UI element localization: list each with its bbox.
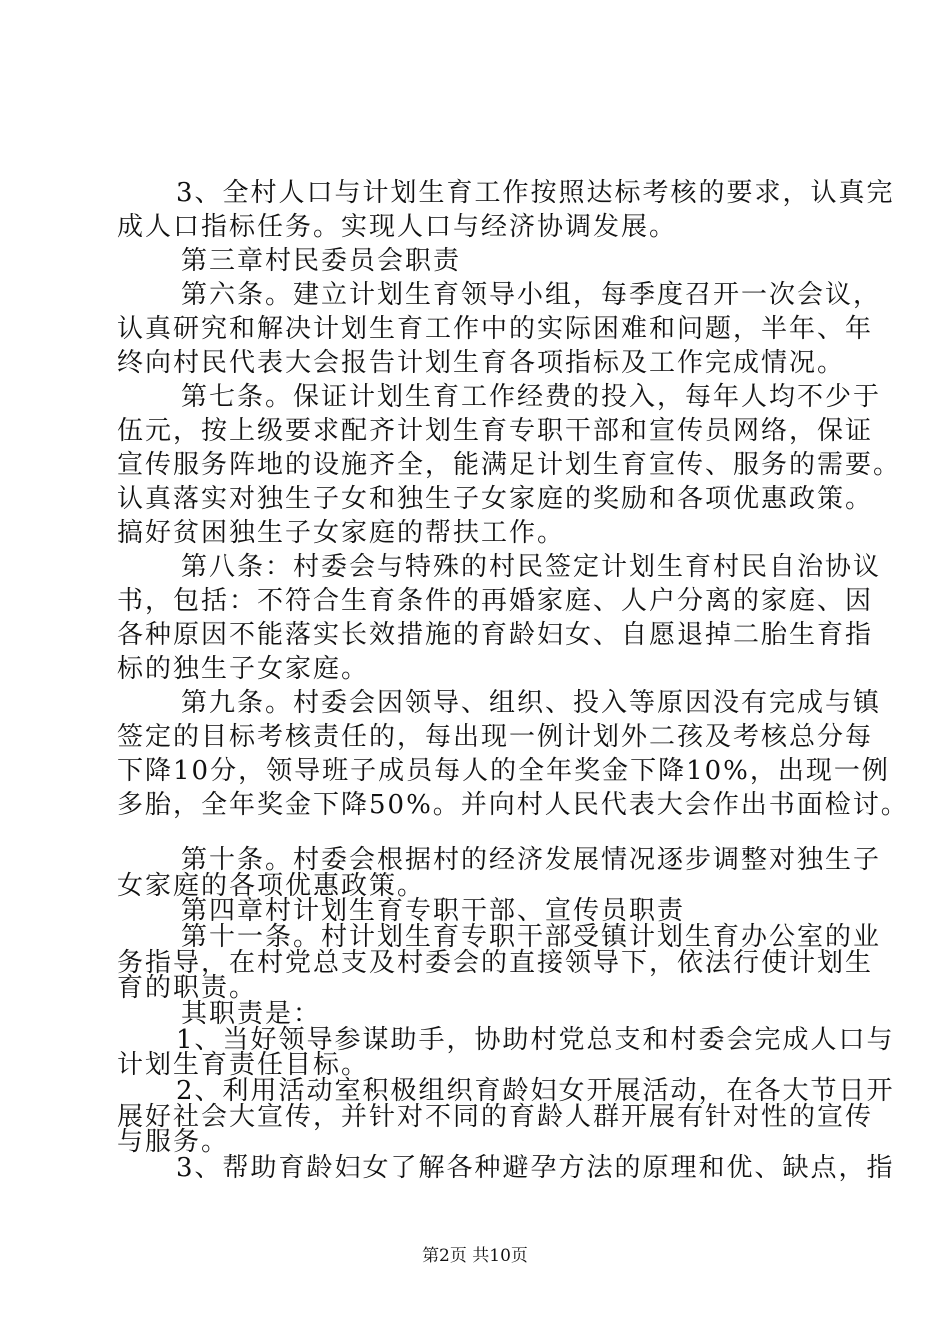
text-line: 签定的目标考核责任的，每出现一例计划外二孩及考核总分每 bbox=[117, 722, 874, 752]
text-line: 3、全村人口与计划生育工作按照达标考核的要求，认真完 bbox=[176, 178, 895, 208]
text-line: 终向村民代表大会报告计划生育各项指标及工作完成情况。 bbox=[117, 348, 846, 378]
section-heading: 第三章村民委员会职责 bbox=[181, 246, 462, 276]
text-line: 计划生育责任目标。 bbox=[117, 1050, 370, 1080]
text-line: 与服务。 bbox=[117, 1127, 230, 1157]
text-line: 1、当好领导参谋助手，协助村党总支和村委会完成人口与 bbox=[176, 1025, 895, 1055]
text-line: 第六条。建立计划生育领导小组，每季度召开一次会议， bbox=[181, 280, 882, 310]
text-line: 展好社会大宣传，并针对不同的育龄人群开展有针对性的宣传 bbox=[117, 1102, 874, 1132]
section-heading: 第四章村计划生育专职干部、宣传员职责 bbox=[181, 896, 686, 926]
text-line: 育的职责。 bbox=[117, 973, 258, 1003]
text-line: 认真落实对独生子女和独生子女家庭的奖励和各项优惠政策。 bbox=[117, 484, 874, 514]
text-line: 标的独生子女家庭。 bbox=[117, 654, 370, 684]
text-line: 第十条。村委会根据村的经济发展情况逐步调整对独生子 bbox=[181, 845, 882, 875]
text-line: 伍元，按上级要求配齐计划生育专职干部和宣传员网络，保证 bbox=[117, 416, 874, 446]
text-line: 3、帮助育龄妇女了解各种避孕方法的原理和优、缺点，指 bbox=[176, 1153, 895, 1183]
text-line: 搞好贫困独生子女家庭的帮扶工作。 bbox=[117, 518, 566, 548]
text-line: 第九条。村委会因领导、组织、投入等原因没有完成与镇 bbox=[181, 688, 882, 718]
text-line: 各种原因不能落实长效措施的育龄妇女、自愿退掉二胎生育指 bbox=[117, 620, 874, 650]
text-line: 女家庭的各项优惠政策。 bbox=[117, 871, 426, 901]
text-line: 成人口指标任务。实现人口与经济协调发展。 bbox=[117, 212, 678, 242]
text-line: 第十一条。村计划生育专职干部受镇计划生育办公室的业 bbox=[181, 922, 882, 952]
text-line: 务指导，在村党总支及村委会的直接领导下，依法行使计划生 bbox=[117, 948, 874, 978]
text-line: 宣传服务阵地的设施齐全，能满足计划生育宣传、服务的需要。 bbox=[117, 450, 902, 480]
text-line: 第七条。保证计划生育工作经费的投入，每年人均不少于 bbox=[181, 382, 882, 412]
text-line: 认真研究和解决计划生育工作中的实际困难和问题，半年、年 bbox=[117, 314, 874, 344]
text-line: 其职责是： bbox=[181, 999, 322, 1029]
text-line: 第八条：村委会与特殊的村民签定计划生育村民自治协议 bbox=[181, 552, 882, 582]
text-line: 多胎，全年奖金下降50%。并向村人民代表大会作出书面检讨。 bbox=[117, 790, 909, 820]
page-number-footer: 第2页 共10页 bbox=[422, 1246, 528, 1266]
text-line: 书，包括：不符合生育条件的再婚家庭、人户分离的家庭、因 bbox=[117, 586, 874, 616]
text-line: 2、利用活动室积极组织育龄妇女开展活动，在各大节日开 bbox=[176, 1076, 895, 1106]
text-line: 下降10分，领导班子成员每人的全年奖金下降10%，出现一例 bbox=[117, 756, 890, 786]
